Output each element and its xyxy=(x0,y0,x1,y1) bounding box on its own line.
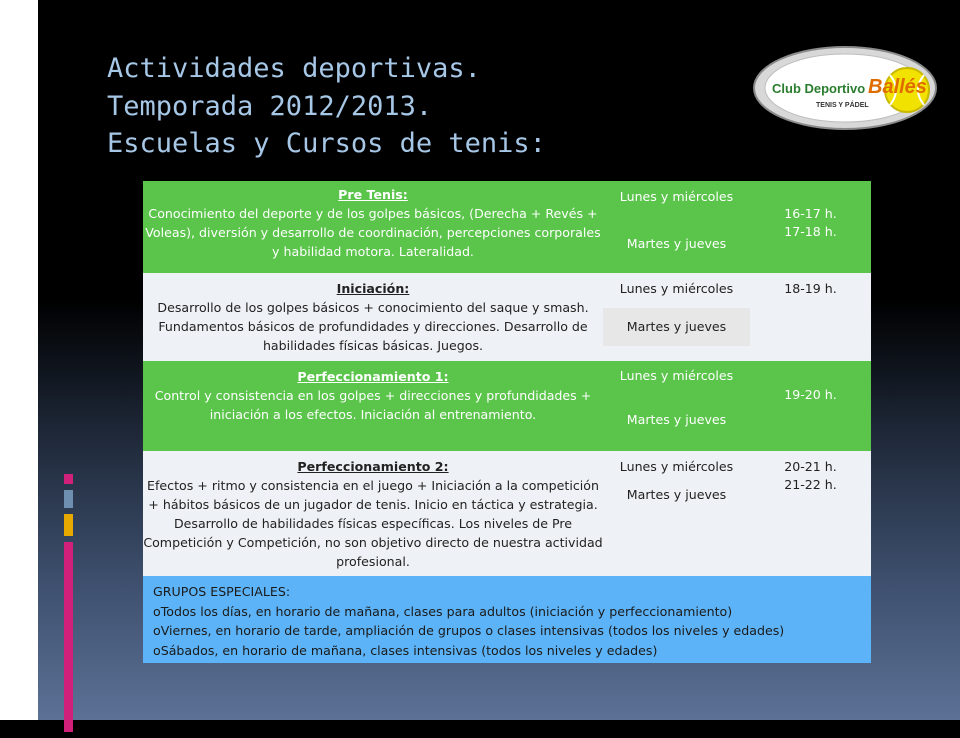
slide-title xyxy=(107,50,546,163)
title-line-1: Actividades deportivas. xyxy=(107,53,481,84)
day-label: Lunes y miércoles xyxy=(619,368,734,383)
day-label: Martes y jueves xyxy=(626,236,727,251)
title-line-3: Escuelas y Cursos de tenis: xyxy=(107,128,546,159)
row-heading: Iniciación: xyxy=(336,281,410,296)
accent-bar-magenta xyxy=(64,474,73,484)
table-row-iniciacion xyxy=(143,273,871,361)
accent-bars xyxy=(64,474,73,738)
special-title: GRUPOS ESPECIALES: xyxy=(153,584,291,599)
hour-label: 18-19 h. xyxy=(784,281,837,296)
day-label: Lunes y miércoles xyxy=(619,189,734,204)
row-description xyxy=(143,185,603,261)
table-row-perfeccionamiento-2 xyxy=(143,451,871,576)
hour-label: 17-18 h. xyxy=(784,224,837,239)
row-text: Efectos + ritmo y consistencia en el juego + Iniciación a la competición + hábitos básicos de un jugador de tenis. Inicio en táctica y estrategia. Desarrollo de habilidades físicas específicas. Los niveles de Pre Competición y Competición, no son objetivo directo de nuestra actividad profesional. xyxy=(143,478,603,569)
row-description xyxy=(143,367,603,424)
accent-bar-blue xyxy=(64,490,73,508)
accent-bar-yellow xyxy=(64,514,73,536)
table-row-grupos-especiales xyxy=(143,576,871,663)
row-description xyxy=(143,457,603,571)
hour-label: 21-22 h. xyxy=(784,477,837,492)
table-row-perfeccionamiento-1 xyxy=(143,361,871,451)
special-item: oTodos los días, en horario de mañana, clases para adultos (iniciación y perfeccionamiento) xyxy=(153,603,733,619)
day-label: Lunes y miércoles xyxy=(619,459,734,474)
day-label-box: Martes y jueves xyxy=(603,308,750,346)
row-text: Conocimiento del deporte y de los golpes básicos, (Derecha + Revés + Voleas), diversión y desarrollo de coordinación, percepciones corporales y habilidad motora. Lateralidad. xyxy=(145,206,601,259)
logo-sub-text: TENIS Y PÁDEL xyxy=(816,102,869,109)
special-groups xyxy=(153,582,784,660)
row-description xyxy=(143,279,603,355)
day-label: Martes y jueves xyxy=(626,487,727,502)
row-text: Control y consistencia en los golpes + direcciones y profundidades + iniciación a los efectos. Iniciación al entrenamiento. xyxy=(154,388,592,422)
row-text: Desarrollo de los golpes básicos + conocimiento del saque y smash. Fundamentos básicos de profundidades y direcciones. Desarrollo de habilidades físicas básicas. Juegos. xyxy=(157,300,589,353)
left-margin-strip xyxy=(0,0,38,720)
schedule-table xyxy=(143,181,871,663)
hour-label: 16-17 h. xyxy=(784,206,837,221)
title-line-2: Temporada 2012/2013. xyxy=(107,90,433,122)
row-heading: Perfeccionamiento 1: xyxy=(297,369,449,384)
day-label: Lunes y miércoles xyxy=(619,281,734,296)
logo-club-text: Club Deportivo xyxy=(772,81,866,96)
table-row-pre-tenis xyxy=(143,181,871,273)
special-item: oViernes, en horario de tarde, ampliación de grupos o clases intensivas (todos los niveles y edades) xyxy=(153,623,785,638)
hour-label: 20-21 h. xyxy=(784,459,837,474)
row-heading: Pre Tenis: xyxy=(338,187,408,202)
club-logo xyxy=(752,45,938,131)
hour-label: 19-20 h. xyxy=(784,387,837,402)
row-heading: Perfeccionamiento 2: xyxy=(297,459,449,474)
day-label: Martes y jueves xyxy=(626,412,727,427)
logo-name-text: Ballés xyxy=(868,76,927,98)
special-item: oSábados, en horario de mañana, clases intensivas (todos los niveles y edades) xyxy=(153,642,658,658)
accent-bar-magenta-long xyxy=(64,542,73,732)
